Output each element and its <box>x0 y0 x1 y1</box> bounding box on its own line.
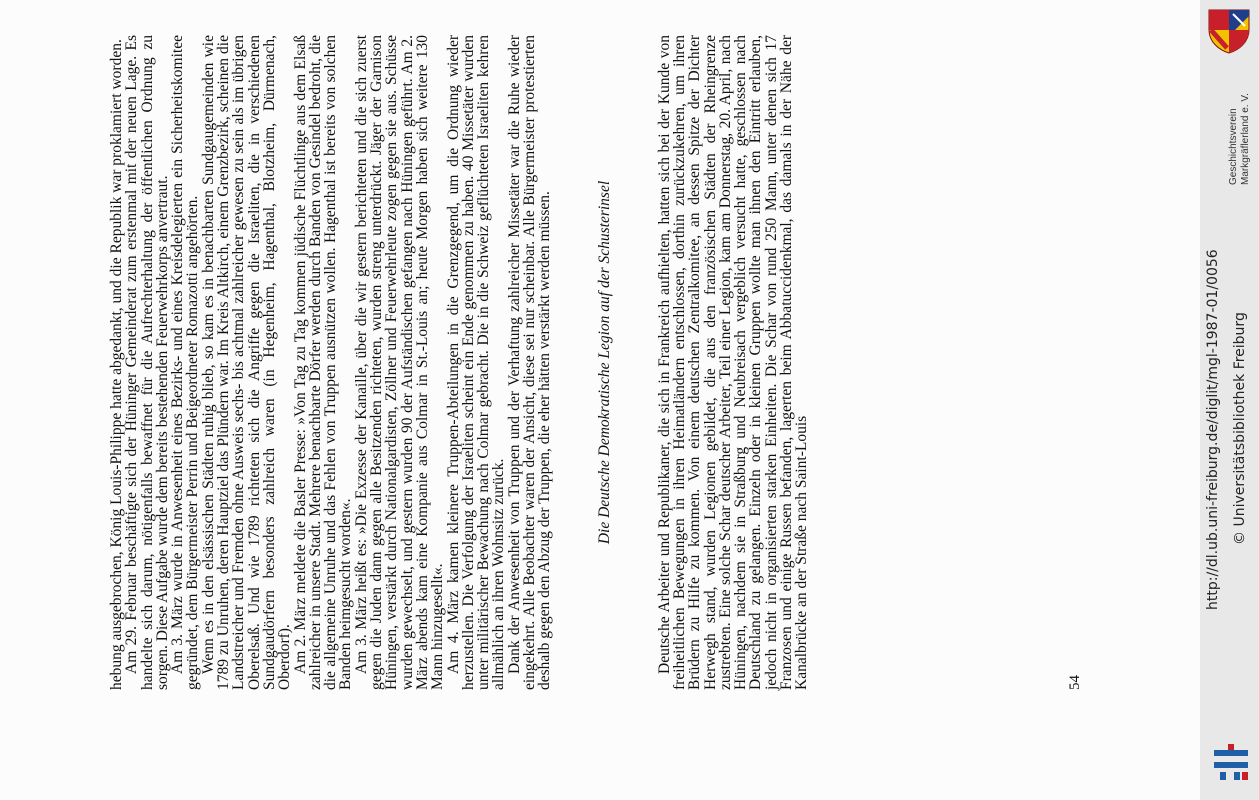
paragraph: Dank der Anwesenheit von Truppen und der Verhaftung zahlreicher Missetäter war die Ruhe wieder eingekehrt. Alle Beobachter waren der Ansicht, diese sei nur scheinbar. Alle Bürgermeister protestierten deshalb gegen den Abzug der Truppen, die eher hätten verstärkt werden müssen. <box>505 35 554 690</box>
document-url[interactable]: http://dl.ub.uni-freiburg.de/diglit/mgl-1987-01/0056 <box>1205 249 1221 610</box>
paragraph: Am 3. März heißt es: »Die Exzesse der Kanaille, über die wir gestern berichteten und die sich zuerst gegen die Juden dann gegen alle Besitzenden richteten, wurden streng unterdrückt. Jäger der Garnison Hüningen, verstärkt durch Nationalgardisten, Zöllner und Feuerwehrleute zogen gegen sie aus. Schüsse wurden gewechselt, und gestern wurden 90 der Aufständischen gefangen nach Hüningen geführt. Am 2. März abends kam eine Kompanie aus Colmar in St.-Louis an; heute Morgen haben sich weitere 130 Mann hinzugesellt«. <box>352 35 447 690</box>
rotated-book-page <box>45 35 1135 745</box>
society-label: Geschichtsverein Markgräflerland e. V. <box>1228 93 1251 185</box>
paragraph: Deutsche Arbeiter und Republikaner, die sich in Frankreich aufhielten, hatten sich bei der Kunde von freiheitlichen Bewegungen in ihren Heimatländern entschlossen, dorthin zurückzukehren, um ihren Brüdern zu Hilfe zu kommen. Von einem deutschen Zentralkomitee, an dessen Spitze der Dichter Herwegh stand, wurden Legionen gebildet, die aus den französischen Städten der Rheingrenze zustrebten. Eine solche Schar deutscher Arbeiter, Teil einer Legion, kam am Donnerstag, 20. April, nach Hüningen, nachdem sie in Straßburg und Neubreisach vergeblich versucht hatte, geschlossen nach Deutschland zu gelangen. Einzeln oder in kleinen Gruppen wollte man ihnen den Eintritt erlauben, jedoch nicht in organisierten starken Einheiten. Die Schar von rund 250 Mann, unter denen sich 17 Franzosen und einige Russen befanden, lagerten beim Abbatuccidenkmal, das damals in der Nähe der Kanalbrücke an der Straße nach Saint-Louis <box>655 35 811 690</box>
ub-freiburg-logo-icon <box>1212 742 1250 782</box>
text-column <box>109 35 810 690</box>
paragraph: Wenn es in den elsässischen Städten ruhig blieb, so kam es in benachbarten Sundgaugemeinden wie 1789 zu Unruhen, deren Hauptziel das Plündern war. Im Kreis Altkirch, einem Grenzbezirk, scheinen die Landstreicher und Fremden ohne Ausweis sechs- bis achtmal zahlreicher gewesen zu sein als im übrigen Oberelsaß. Und wie 1789 richteten sich die Angriffe gegen die Israeliten, die in verschiedenen Sundgaudörfern besonders zahlreich waren (in Hegenheim, Hagenthal, Blotzheim, Dürmenach, Oberdorf). <box>199 35 294 690</box>
copyright-notice: © Universitätsbibliothek Freiburg <box>1232 312 1248 545</box>
paragraph: Am 2. März meldete die Basler Presse: »Von Tag zu Tag kommen jüdische Flüchtlinge aus dem Elsaß zahlreicher in unsere Stadt. Mehrere benachbarte Dörfer werden durch Banden von Gesindel bedroht, die die allgemeine Unruhe und das Fehlen von Truppen ausnützen wollen. Hagenthal ist bereits von solchen Banden heimgesucht worden«. <box>291 35 355 690</box>
paragraph: Am 29. Februar beschäftigte sich der Hüninger Gemeinderat zum erstenmal mit der neuen Lage. Es handelte sich darum, nötigenfalls bewaffnet für die Aufrechterhaltung der öffentlichen Ordnung zu sorgen. Diese Aufgabe wurde dem bereits bestehenden Feuerwehrkorps anvertraut. <box>123 35 171 690</box>
paragraph: hebung ausgebrochen, König Louis-Philippe hatte abgedankt, und die Republik war proklamiert worden. <box>108 39 125 690</box>
section-heading: Die Deutsche Demokratische Legion auf der Schusterinsel <box>595 180 613 545</box>
page-number: 54 <box>1067 675 1083 690</box>
paragraph: Am 3. März wurde in Anwesenheit eines Bezirks- und eines Kreisdelegierten ein Sicherheitskomitee gegründet, dem Bürgermeister Perrin und Beigeordneter Romazotti angehörten. <box>169 35 202 690</box>
paragraph: Am 4. März kamen kleinere Truppen-Abteilungen in die Grenzgegend, um die Ordnung wieder herzustellen. Die Verfolgung der Israeliten scheint ein Ende genommen zu haben. 40 Missetäter wurden unter militärischer Bewachung nach Colmar gebracht. Die in die Schweiz geflüchteten Israeliten kehren allmählich an ihren Wohnsitz zurück. <box>444 35 508 690</box>
